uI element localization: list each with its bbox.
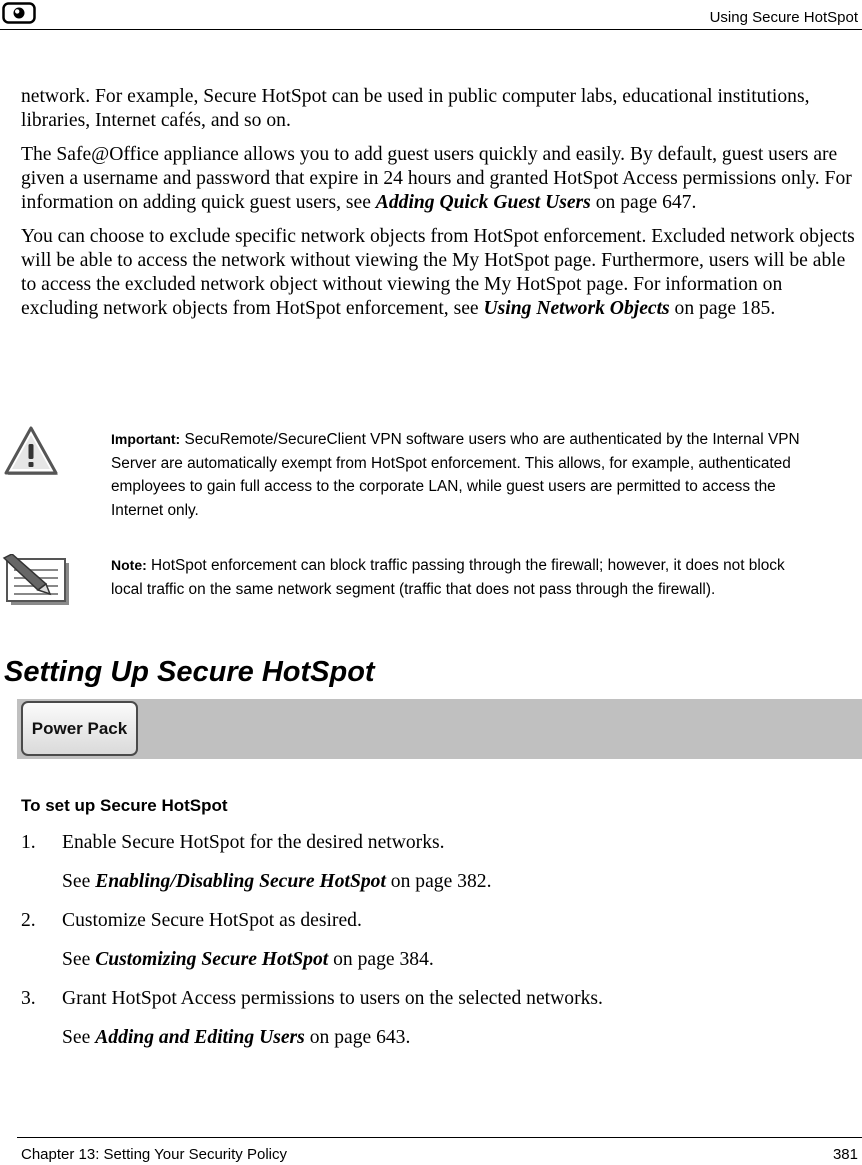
procedure-title: To set up Secure HotSpot (21, 796, 228, 815)
footer-divider (17, 1137, 862, 1138)
footer-page-number: 381 (832, 1146, 858, 1163)
note-text: Note: HotSpot enforcement can block traffic passing through the firewall; however, it does not block local traffic on the same network segment (traffic that does not pass through the firewall). (111, 557, 785, 598)
link-using-network-objects[interactable]: Using Network Objects (483, 298, 670, 319)
page-header-title: Using Secure HotSpot (709, 9, 858, 26)
power-pack-bar (17, 699, 862, 759)
logo-icon (2, 2, 36, 24)
header-divider (0, 29, 862, 30)
section-heading: Setting Up Secure HotSpot (4, 656, 375, 688)
important-text: Important: SecuRemote/SecureClient VPN software users who are authenticated by the Internal VPN Server are automatically exempt from HotSpot enforcement. This allows, for example, authenticated employees to gain full access to the corporate LAN, while guest users are permitted to access the Internet only. (111, 431, 800, 519)
warning-icon (2, 426, 60, 478)
link-adding-and-editing-users[interactable]: Adding and Editing Users (95, 1027, 305, 1048)
link-customizing-secure-hotspot[interactable]: Customizing Secure HotSpot (95, 949, 329, 970)
important-label: Important: (111, 431, 181, 447)
intro-text (21, 85, 856, 331)
link-adding-quick-guest-users[interactable]: Adding Quick Guest Users (375, 192, 591, 213)
list-item: 2. Customize Secure HotSpot as desired. See Customizing Secure HotSpot on page 384. (21, 910, 434, 970)
footer-chapter: Chapter 13: Setting Your Security Policy (21, 1146, 287, 1163)
list-item: 3. Grant HotSpot Access permissions to users on the selected networks. See Adding and Editing Users on page 643. (21, 988, 603, 1048)
power-pack-badge: Power Pack (21, 701, 138, 756)
intro-paragraph-2: The Safe@Office appliance allows you to add guest users quickly and easily. By default, guest users are given a username and password that expire in 24 hours and granted HotSpot Access permissions only. For information on adding quick guest users, see Adding Quick Guest Users on page 647. (21, 144, 852, 213)
list-item: 1. Enable Secure HotSpot for the desired networks. See Enabling/Disabling Secure HotSpot on page 382. (21, 832, 492, 892)
note-label: Note: (111, 557, 147, 573)
procedure-steps (21, 832, 856, 1066)
intro-paragraph-1: network. For example, Secure HotSpot can be used in public computer labs, educational institutions, libraries, Internet cafés, and so on. (21, 86, 810, 131)
link-enabling-disabling-secure-hotspot[interactable]: Enabling/Disabling Secure HotSpot (95, 871, 386, 892)
intro-paragraph-3: You can choose to exclude specific network objects from HotSpot enforcement. Excluded network objects will be able to access the network without viewing the My HotSpot page. Furthermore, users will be able to access the excluded network object without viewing the My HotSpot page. For information on excluding network objects from HotSpot enforcement, see Using Network Objects on page 185. (21, 226, 855, 319)
note-pencil-icon (2, 554, 72, 608)
